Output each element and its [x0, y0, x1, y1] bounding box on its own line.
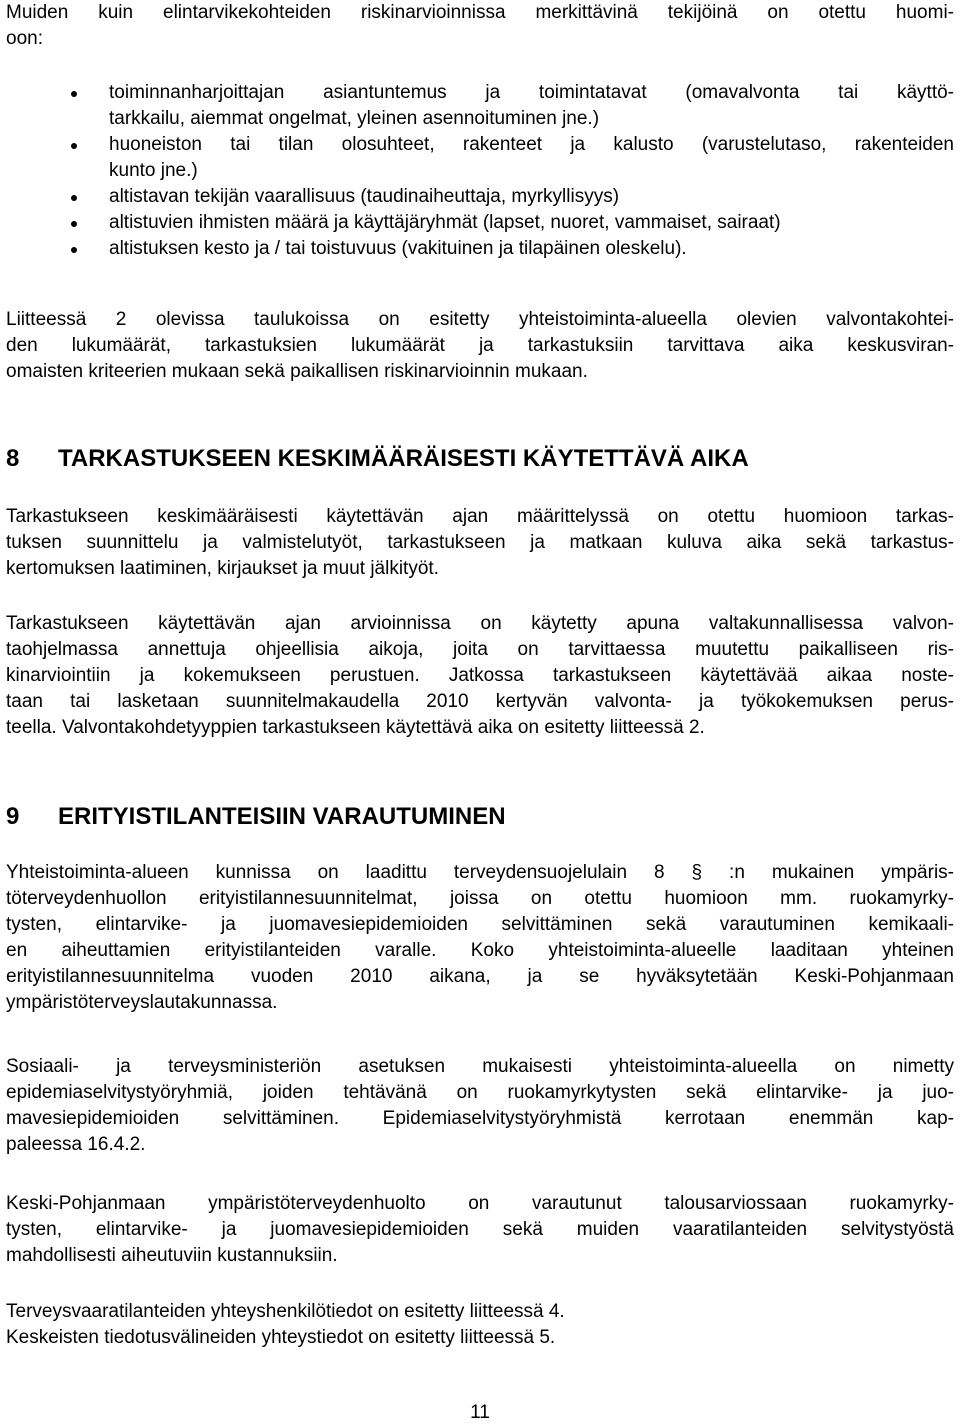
- paragraph-line: Keskeisten tiedotusvälineiden yhteystiedot on esitetty liitteessä 5.: [6, 1327, 556, 1348]
- list-item: [0, 80, 954, 132]
- intro-line: oon:: [6, 28, 43, 49]
- paragraph-line: mavesiepidemioiden selvittäminen. Epidemiaselvitystyöryhmistä kerrotaan enemmän kap-: [6, 1108, 954, 1129]
- intro-line: Muiden kuin elintarvikekohteiden riskinarvioinnissa merkittävinä tekijöinä on otettu huomi-: [6, 2, 954, 23]
- paragraph-line: tysten, elintarvike- ja juomavesiepidemioiden sekä muiden vaaratilanteiden selvitystyöstä: [6, 1219, 954, 1240]
- paragraph-line: töterveydenhuollon erityistilannesuunnitelmat, joissa on otettu huomioon mm. ruokamyrky-: [6, 888, 954, 909]
- list-item: [0, 184, 954, 210]
- list-item-line: altistavan tekijän vaarallisuus (taudinaiheuttaja, myrkyllisyys): [109, 186, 620, 207]
- paragraph-line: teella. Valvontakohdetyyppien tarkastukseen käytettävä aika on esitetty liitteessä 2.: [6, 717, 705, 738]
- bullet-icon: [71, 91, 77, 97]
- list-item: [0, 210, 954, 236]
- paragraph-line: mahdollisesti aiheutuviin kustannuksiin.: [6, 1245, 338, 1266]
- list-item-line: altistuksen kesto ja / tai toistuvuus (vakituinen ja tilapäinen oleskelu).: [109, 238, 687, 259]
- list-item: [0, 132, 954, 184]
- section-8-paragraph-1: [6, 504, 954, 582]
- list-item-line: altistuvien ihmisten määrä ja käyttäjäryhmät (lapset, nuoret, vammaiset, sairaat): [109, 212, 781, 233]
- intro-paragraph: [6, 0, 954, 52]
- paragraph-line: erityistilannesuunnitelma vuoden 2010 aikana, ja se hyväksytetään Keski-Pohjanmaan: [6, 966, 954, 987]
- section-number: 9: [6, 803, 20, 830]
- bullet-icon: [71, 221, 77, 227]
- paragraph-line: Sosiaali- ja terveysministeriön asetuksen mukaisesti yhteistoiminta-alueella on nimetty: [6, 1056, 954, 1077]
- paragraph-line: kertomuksen laatiminen, kirjaukset ja muut jälkityöt.: [6, 558, 439, 579]
- paragraph-line: taan tai lasketaan suunnitelmakaudella 2010 kertyvän valvonta- ja työkokemuksen perus-: [6, 691, 954, 712]
- paragraph-line: taohjelmassa annettuja ohjeellisia aikoja, joita on tarvittaessa muutettu paikalliseen ris-: [6, 639, 954, 660]
- section-9-paragraph-3: [6, 1191, 954, 1269]
- section-9-paragraph-4: [6, 1299, 954, 1351]
- bullet-icon: [71, 247, 77, 253]
- list-item-line: toiminnanharjoittajan asiantuntemus ja toimintatavat (omavalvonta tai käyttö-: [109, 82, 954, 103]
- paragraph-line: kinarviointiin ja kokemukseen perustuen. Jatkossa tarkastukseen käytettävää aikaa noste-: [6, 665, 954, 686]
- paragraph-line: tysten, elintarvike- ja juomavesiepidemioiden selvittäminen sekä varautuminen kemikaali-: [6, 914, 954, 935]
- paragraph-line: en aiheuttamien erityistilanteiden varalle. Koko yhteistoiminta-alueelle laaditaan yhteinen: [6, 940, 954, 961]
- section-9-heading: [6, 802, 506, 832]
- list-item-line: tarkkailu, aiemmat ongelmat, yleinen asennoituminen jne.): [109, 108, 600, 129]
- bullet-icon: [71, 195, 77, 201]
- paragraph-line: epidemiaselvitystyöryhmiä, joiden tehtävänä on ruokamyrkytysten sekä elintarvike- ja juo-: [6, 1082, 954, 1103]
- paragraph-line: den lukumäärät, tarkastuksien lukumäärät ja tarkastuksiin tarvittava aika keskusviran-: [6, 335, 954, 356]
- paragraph-line: Keski-Pohjanmaan ympäristöterveydenhuolto on varautunut talousarviossaan ruokamyrky-: [6, 1193, 954, 1214]
- risk-factor-list: [0, 80, 960, 262]
- page-number: 11: [470, 1402, 490, 1423]
- section-8-heading: [6, 444, 749, 474]
- paragraph-line: ympäristöterveyslautakunnassa.: [6, 992, 278, 1013]
- bullet-icon: [71, 143, 77, 149]
- paragraph-line: omaisten kriteerien mukaan sekä paikallisen riskinarvioinnin mukaan.: [6, 361, 588, 382]
- appendix-paragraph: [6, 307, 954, 385]
- paragraph-line: Tarkastukseen käytettävän ajan arvioinnissa on käytetty apuna valtakunnallisessa valvon-: [6, 613, 954, 634]
- paragraph-line: tuksen suunnittelu ja valmistelutyöt, tarkastukseen ja matkaan kuluva aika sekä tarkastus-: [6, 532, 954, 553]
- paragraph-line: Tarkastukseen keskimääräisesti käytettävän ajan määrittelyssä on otettu huomioon tarkas-: [6, 506, 954, 527]
- section-number: 8: [6, 445, 20, 472]
- paragraph-line: Liitteessä 2 olevissa taulukoissa on esitetty yhteistoiminta-alueella olevien valvontakohtei-: [6, 309, 954, 330]
- section-title: ERITYISTILANTEISIIN VARAUTUMINEN: [58, 803, 506, 830]
- section-8-paragraph-2: [6, 611, 954, 741]
- section-title: TARKASTUKSEEN KESKIMÄÄRÄISESTI KÄYTETTÄVÄ AIKA: [58, 445, 749, 472]
- paragraph-line: paleessa 16.4.2.: [6, 1134, 146, 1155]
- list-item: [0, 236, 954, 262]
- paragraph-line: Terveysvaaratilanteiden yhteyshenkilötiedot on esitetty liitteessä 4.: [6, 1301, 565, 1322]
- list-item-line: kunto jne.): [109, 160, 198, 181]
- list-item-line: huoneiston tai tilan olosuhteet, rakenteet ja kalusto (varustelutaso, rakenteiden: [109, 134, 954, 155]
- paragraph-line: Yhteistoiminta-alueen kunnissa on laadittu terveydensuojelulain 8 § :n mukainen ympäris-: [6, 862, 954, 883]
- section-9-paragraph-1: [6, 860, 954, 1016]
- section-9-paragraph-2: [6, 1054, 954, 1158]
